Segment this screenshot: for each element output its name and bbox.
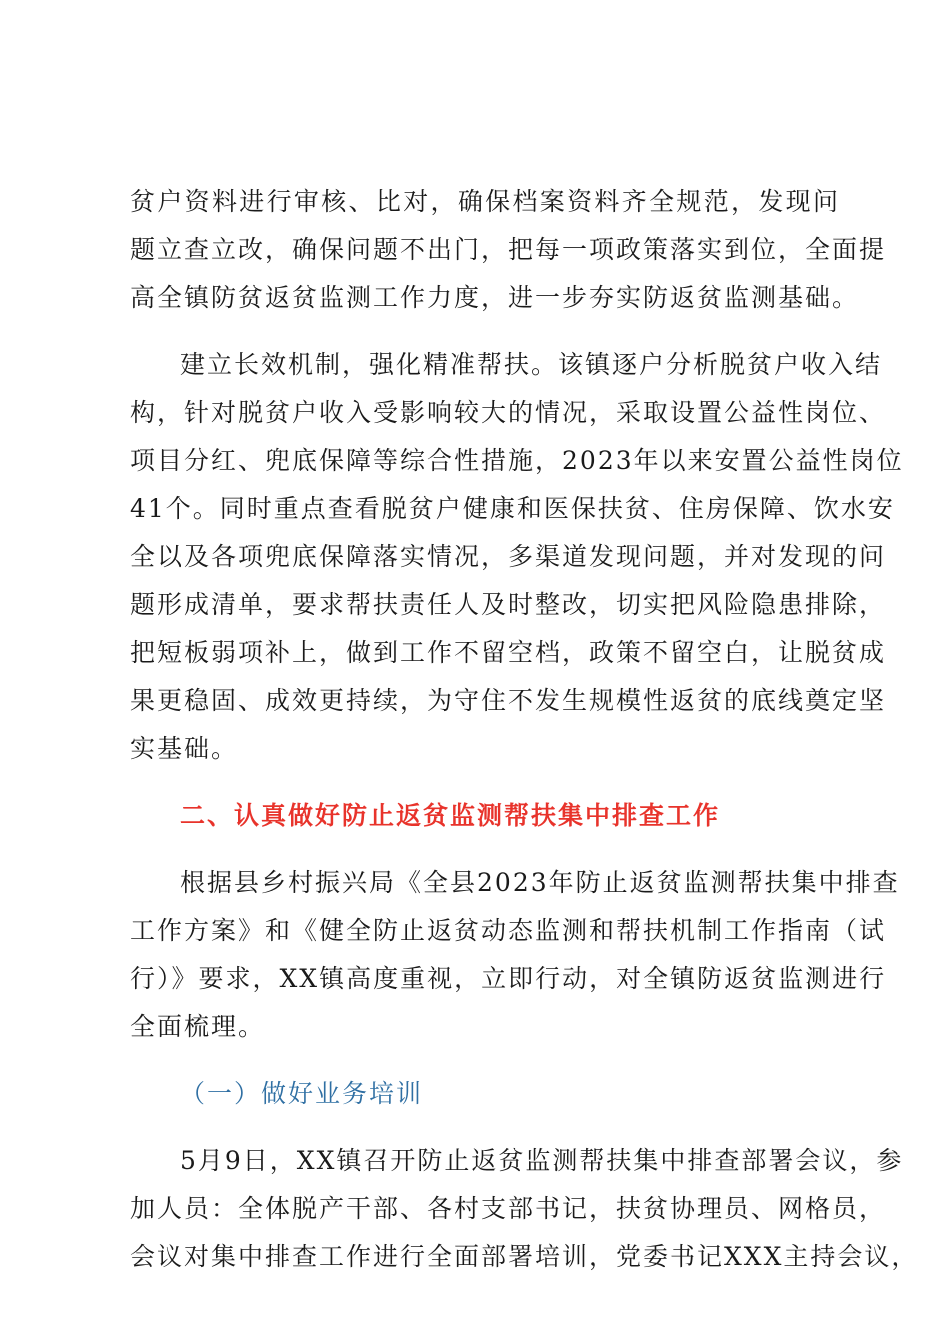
text-line: 实基础。 [130,734,239,763]
text-line: 41个。同时重点查看脱贫户健康和医保扶贫、住房保障、饮水安 [130,494,895,523]
text-line: 加人员：全体脱产干部、各村支部书记，扶贫协理员、网格员， [130,1194,887,1223]
sub-heading: （一）做好业务培训 [180,1079,424,1108]
text-line: 构，针对脱贫户收入受影响较大的情况，采取设置公益性岗位、 [130,398,887,427]
text-line: 果更稳固、成效更持续，为守住不发生规模性返贫的底线奠定坚 [130,686,887,715]
paragraph-1 [130,178,887,322]
document-body [130,178,919,1281]
text-line: 工作方案》和《健全防止返贫动态监测和帮扶机制工作指南（试 [130,916,887,945]
text-line: 全面梳理。 [130,1012,266,1041]
paragraph-3 [130,859,900,1051]
text-line: 高全镇防贫返贫监测工作力度，进一步夯实防返贫监测基础。 [130,283,860,312]
text-line: 贫户资料进行审核、比对，确保档案资料齐全规范，发现问 [130,187,840,216]
text-line: 把短板弱项补上，做到工作不留空档，政策不留空白，让脱贫成 [130,638,887,667]
section-heading: 二、认真做好防止返贫监测帮扶集中排查工作 [180,801,721,830]
text-line: 根据县乡村振兴局《全县2023年防止返贫监测帮扶集中排查 [180,868,900,897]
text-line: 全以及各项兜底保障落实情况，多渠道发现问题，并对发现的问 [130,542,887,571]
text-line: 题立查立改，确保问题不出门，把每一项政策落实到位，全面提 [130,235,887,264]
text-line: 题形成清单，要求帮扶责任人及时整改，切实把风险隐患排除， [130,590,887,619]
text-line: 行）》要求，XX镇高度重视，立即行动，对全镇防返贫监测进行 [130,964,887,993]
text-line: 会议对集中排查工作进行全面部署培训，党委书记XXX主持会议， [130,1242,919,1271]
text-line: 建立长效机制，强化精准帮扶。该镇逐户分析脱贫户收入结 [180,350,883,379]
text-line: 项目分红、兜底保障等综合性措施，2023年以来安置公益性岗位 [130,446,904,475]
paragraph-2 [130,341,904,773]
paragraph-4 [130,1137,919,1281]
text-line: 5月9日，XX镇召开防止返贫监测帮扶集中排查部署会议，参 [180,1146,904,1175]
